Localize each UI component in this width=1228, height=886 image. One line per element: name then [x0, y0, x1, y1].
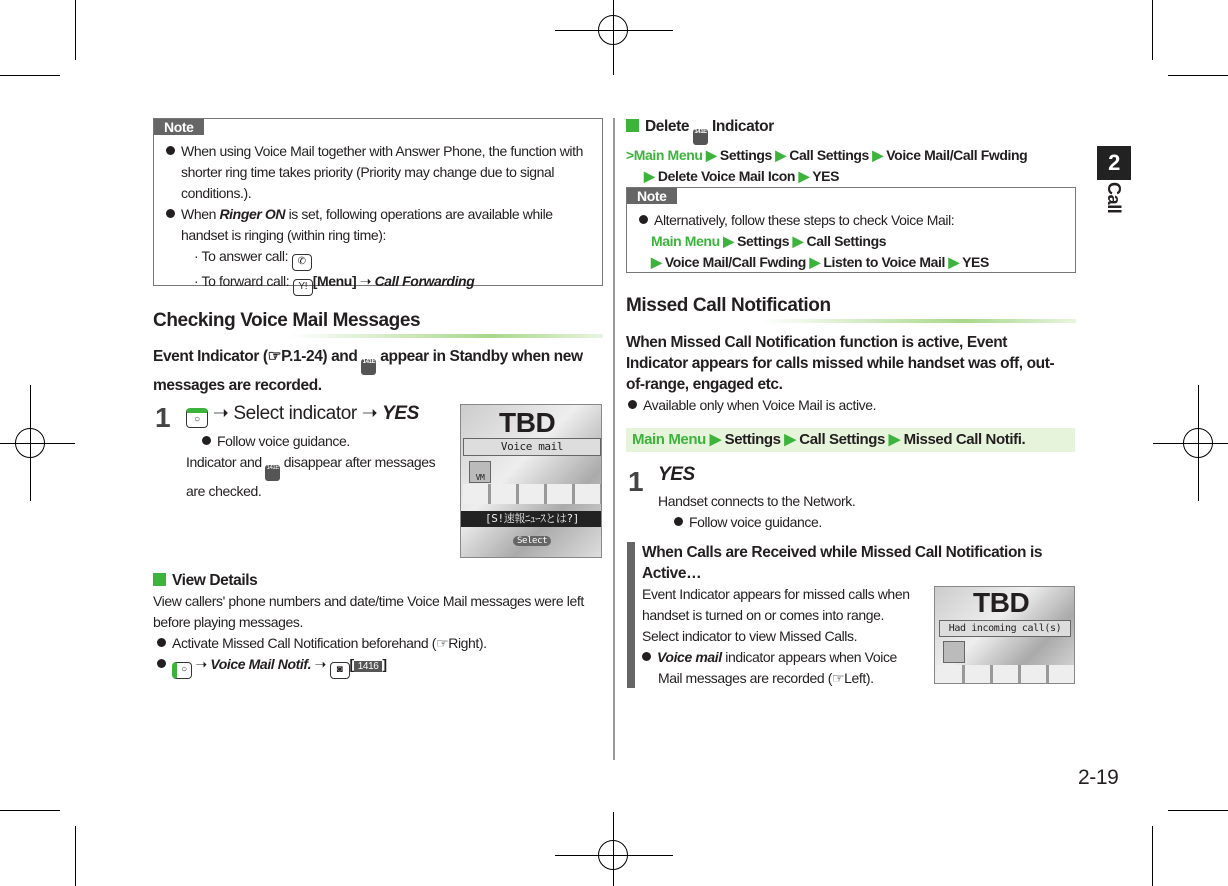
reference-icon: ☞: [267, 348, 282, 365]
menu-path: >Main Menu ▶ Settings ▶ Call Settings ▶ Voice Mail/Call Fwding: [626, 147, 1028, 163]
note-box: [153, 118, 603, 292]
screen-banner: Had incoming call(s): [939, 620, 1071, 637]
crop-mark: [75, 0, 76, 60]
step-number: 1: [155, 402, 171, 433]
crop-mark: [1152, 0, 1153, 60]
send-key-icon: ✆: [292, 254, 312, 271]
crop-mark: [1152, 826, 1153, 886]
note-box: Note Alternatively, follow these steps to check Voice Mail: Main Menu ▶ Settings ▶ Call Settings ▶ Voice Mail/Call Fwding ▶ Listen to Voice Mail ▶ YES: [626, 187, 1076, 273]
voicemail-indicator-icon: 141E: [693, 129, 708, 145]
note-item: [166, 141, 594, 204]
voicemail-indicator-icon: 141E: [361, 359, 376, 375]
registration-circle: [598, 840, 628, 870]
missed-call-icon: [943, 641, 965, 663]
screen-shortcuts: [937, 665, 1074, 683]
info-box-title: When Calls are Received while Missed Call Notification is Active…: [642, 544, 1043, 582]
subsection-title: View Details: [172, 572, 258, 589]
screen-banner: Voice mail: [463, 438, 601, 456]
info-box-body: Event Indicator appears for missed calls when handset is turned on or comes into range. Select indicator to view Missed Calls.: [642, 586, 910, 644]
body-text: View callers' phone numbers and date/time Voice Mail messages were left before playing messages.: [153, 593, 584, 630]
registration-circle: [598, 15, 628, 45]
softkey-icon: 1416: [354, 661, 383, 672]
crop-mark: [0, 75, 60, 76]
screen-shortcuts: [463, 484, 601, 504]
screen-softkey: Select: [513, 536, 551, 546]
column-divider: [613, 118, 615, 760]
crop-mark: [75, 826, 76, 886]
phone-screenshot: [460, 404, 602, 558]
chapter-title: Call: [1104, 182, 1124, 214]
section-intro: Event Indicator (☞P.1-24) and 141E appear in Standby when new messages are recorded.: [153, 348, 583, 394]
reference-icon: ☞: [832, 670, 845, 686]
vm-icon: VM: [469, 461, 491, 483]
center-key-icon: ○: [186, 408, 208, 428]
screen-logo: TBD: [499, 407, 556, 438]
registration-circle: [15, 428, 45, 458]
screen-logo: TBD: [973, 587, 1030, 618]
voicemail-indicator-icon: 141E: [265, 465, 280, 481]
section-intro: When Missed Call Notification function is active, Event Indicator appears for calls missed while handset was off, out-of-range, engaged etc.: [626, 334, 1055, 393]
note-label: Note: [627, 188, 677, 204]
section-title: Missed Call Notification: [626, 295, 1076, 323]
crop-mark: [1168, 810, 1228, 811]
note-item: When Ringer ON is set, following operations are available while handset is ringing (within ring time):: [166, 204, 594, 246]
delete-indicator: Delete 141E Indicator >Main Menu ▶ Settings ▶ Call Settings ▶ Voice Mail/Call Fwding ▶ Delete Voice Mail Icon ▶ YES: [626, 116, 1076, 187]
page-number: 2-19: [1078, 766, 1119, 789]
note-subitem: · To answer call: ✆: [166, 246, 594, 271]
info-box: When Calls are Received while Missed Call Notification is Active… Event Indicator appears for missed calls when handset is turned on or comes into range. Select indicator to view Missed Calls. Voice mail indicator appears when Voice Mail messages are recorded (☞Left).: [627, 542, 1076, 688]
crop-mark: [0, 810, 60, 811]
camera-key-icon: ◙: [330, 662, 350, 679]
registration-circle: [1183, 428, 1213, 458]
phone-screenshot: [934, 586, 1075, 684]
note-text: When using Voice Mail together with Answer Phone, the function with shorter ring time takes priority (Priority may change due to signal conditions.).: [181, 143, 583, 201]
section-square-icon: [626, 119, 639, 132]
note-label: Note: [154, 119, 204, 135]
screen-ticker: [S!速報ﾆｭｰｽとは?]: [461, 511, 602, 527]
step-yes: YES: [658, 464, 695, 485]
section-square-icon: [153, 573, 166, 586]
view-details: View Details View callers' phone numbers and date/time Voice Mail messages were left before playing messages. Activate Missed Call Notification beforehand (☞Right). ○ ➝ Voice Mail Notif. ➝ ◙ [ 1416 ]: [153, 570, 603, 679]
section-title: Checking Voice Mail Messages: [153, 310, 603, 338]
bullet-text: Available only when Voice Mail is active.: [628, 397, 876, 413]
yahoo-key-icon: Y!: [293, 279, 313, 296]
note-subitem: · To forward call: Y! [Menu] ➝ Call Forwarding: [166, 271, 594, 296]
step-number: 1: [628, 466, 644, 497]
step-details: Follow voice guidance. Indicator and 141E disappear after messages are checked.: [186, 433, 436, 499]
center-key-icon: ○: [172, 662, 192, 679]
reference-icon: ☞: [436, 635, 449, 651]
menu-path-bar: Main Menu ▶ Settings ▶ Call Settings ▶ Missed Call Notifi.: [626, 428, 1075, 452]
chapter-number: 2: [1097, 146, 1131, 180]
step-instruction: ○ ➝ Select indicator ➝ YES: [186, 402, 419, 428]
step-details: Handset connects to the Network. Follow voice guidance.: [658, 493, 856, 530]
crop-mark: [1168, 75, 1228, 76]
